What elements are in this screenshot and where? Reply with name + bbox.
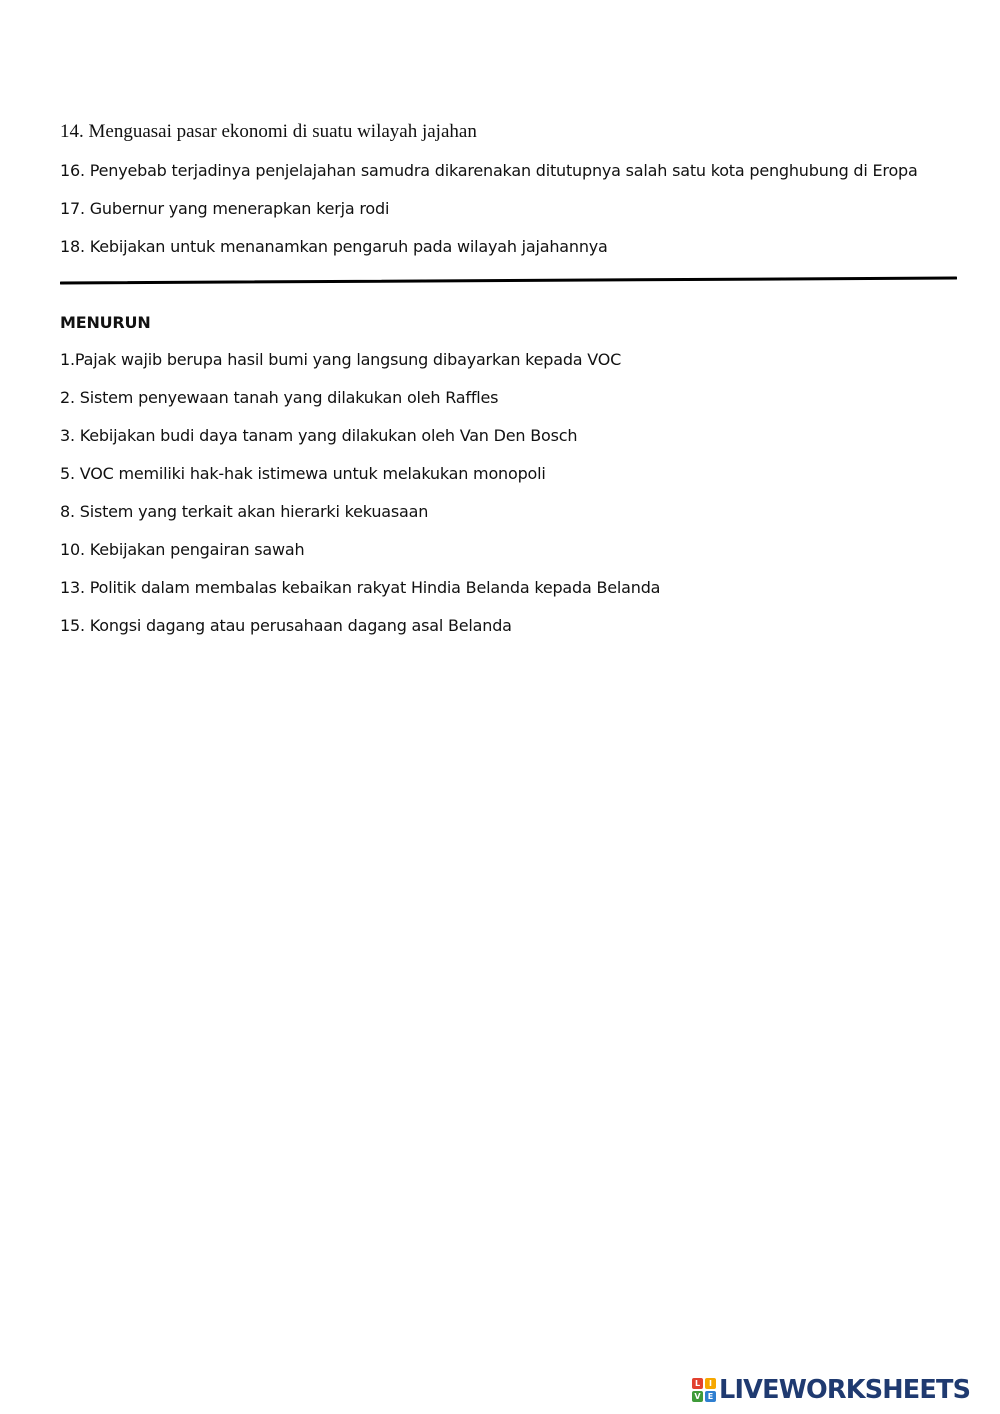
menurun-item-3: 3. Kebijakan budi daya tanam yang dilakukan oleh Van Den Bosch — [60, 426, 578, 445]
menurun-item-5: 5. VOC memiliki hak-hak istimewa untuk melakukan monopoli — [60, 464, 546, 483]
logo-text: LIVEWORKSHEETS — [719, 1375, 971, 1405]
mendatar-item-18: 18. Kebijakan untuk menanamkan pengaruh pada wilayah jajahannya — [60, 237, 608, 256]
menurun-item-1: 1.Pajak wajib berupa hasil bumi yang langsung dibayarkan kepada VOC — [60, 350, 622, 369]
menurun-item-15: 15. Kongsi dagang atau perusahaan dagang asal Belanda — [60, 616, 512, 635]
menurun-item-2: 2. Sistem penyewaan tanah yang dilakukan oleh Raffles — [60, 388, 499, 407]
menurun-item-8: 8. Sistem yang terkait akan hierarki kekuasaan — [60, 502, 429, 521]
liveworksheets-logo[interactable] — [692, 1374, 970, 1406]
logo-tile-i: I — [705, 1378, 716, 1389]
mendatar-item-16: 16. Penyebab terjadinya penjelajahan samudra dikarenakan ditutupnya salah satu kota penghubung di Eropa — [60, 161, 918, 180]
logo-tile-e: E — [705, 1391, 716, 1402]
logo-tile-v: V — [692, 1391, 703, 1402]
mendatar-item-17: 17. Gubernur yang menerapkan kerja rodi — [60, 199, 390, 218]
menurun-item-13: 13. Politik dalam membalas kebaikan rakyat Hindia Belanda kepada Belanda — [60, 578, 661, 597]
mendatar-item-14: 14. Menguasai pasar ekonomi di suatu wilayah jajahan — [60, 121, 477, 142]
logo-mark-icon — [692, 1378, 716, 1402]
logo-tile-l: L — [692, 1378, 703, 1389]
section-divider — [60, 274, 957, 286]
menurun-item-10: 10. Kebijakan pengairan sawah — [60, 540, 305, 559]
menurun-heading: MENURUN — [60, 313, 151, 332]
